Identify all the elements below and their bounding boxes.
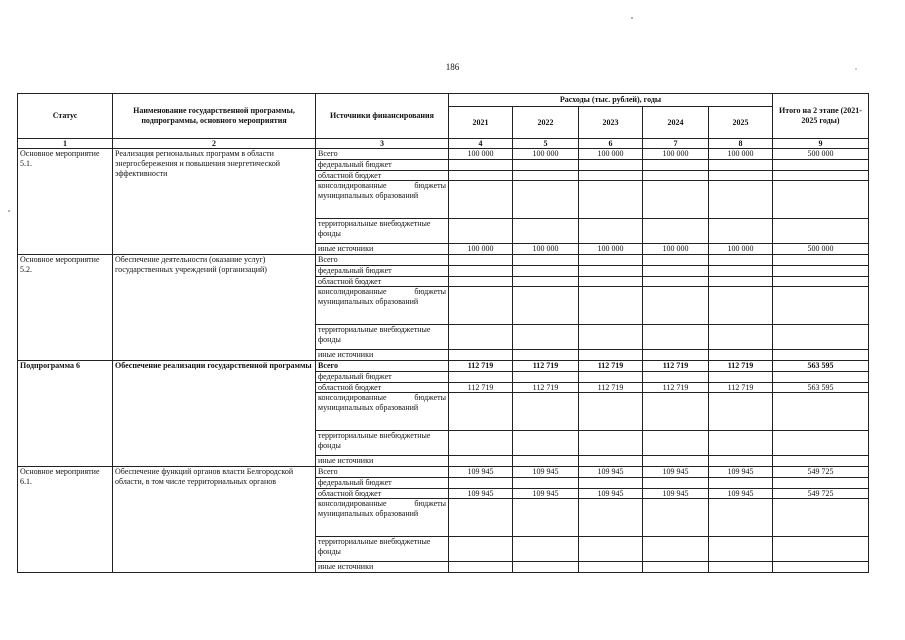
funding-source: иные источники <box>316 244 449 255</box>
year-value <box>513 393 579 431</box>
row-status: Основное мероприятие 5.2. <box>18 255 113 361</box>
year-value <box>643 477 709 488</box>
year-value <box>513 255 579 266</box>
year-value <box>513 350 579 361</box>
year-value <box>709 537 773 562</box>
year-value <box>643 181 709 219</box>
year-value <box>449 181 513 219</box>
year-value <box>709 255 773 266</box>
year-value <box>579 170 643 181</box>
year-value: 112 719 <box>449 361 513 372</box>
year-value <box>513 159 579 170</box>
year-value: 100 000 <box>579 244 643 255</box>
funding-source: Всего <box>316 255 449 266</box>
year-value <box>709 159 773 170</box>
budget-table <box>17 93 869 573</box>
funding-source: федеральный бюджет <box>316 159 449 170</box>
header-year: 2022 <box>513 107 579 139</box>
column-number: 1 <box>18 139 113 149</box>
year-value <box>513 219 579 244</box>
total-value: 500 000 <box>773 244 869 255</box>
row-status: Подпрограмма 6 <box>18 361 113 467</box>
total-value <box>773 265 869 276</box>
year-value <box>449 276 513 287</box>
header-year: 2023 <box>579 107 643 139</box>
total-value <box>773 477 869 488</box>
year-value <box>643 371 709 382</box>
header-year: 2021 <box>449 107 513 139</box>
header-expenses: Расходы (тыс. рублей), годы <box>449 94 773 107</box>
year-value <box>513 562 579 573</box>
year-value <box>449 170 513 181</box>
year-value <box>513 265 579 276</box>
year-value <box>449 371 513 382</box>
funding-source: областной бюджет <box>316 170 449 181</box>
year-value <box>579 350 643 361</box>
total-value: 500 000 <box>773 149 869 160</box>
year-value <box>449 159 513 170</box>
total-value <box>773 537 869 562</box>
year-value: 112 719 <box>643 361 709 372</box>
header-total: Итого на 2 этапе (2021-2025 годы) <box>773 94 869 139</box>
funding-source: иные источники <box>316 350 449 361</box>
funding-source: консолидированные бюджеты муниципальных образований <box>316 393 449 431</box>
total-value: 563 595 <box>773 361 869 372</box>
year-value <box>709 393 773 431</box>
year-value <box>709 219 773 244</box>
year-value <box>643 170 709 181</box>
scan-speck <box>8 210 10 212</box>
column-number: 3 <box>316 139 449 149</box>
year-value <box>449 499 513 537</box>
total-value <box>773 431 869 456</box>
year-value <box>513 477 579 488</box>
year-value: 112 719 <box>643 382 709 393</box>
year-value: 112 719 <box>579 382 643 393</box>
year-value: 109 945 <box>709 488 773 499</box>
year-value: 100 000 <box>709 149 773 160</box>
year-value: 112 719 <box>513 382 579 393</box>
total-value <box>773 393 869 431</box>
row-name: Обеспечение функций органов власти Белгородской области, в том числе территориальных органов <box>113 467 316 573</box>
total-value <box>773 170 869 181</box>
column-number: 5 <box>513 139 579 149</box>
column-number: 8 <box>709 139 773 149</box>
year-value: 109 945 <box>643 488 709 499</box>
year-value <box>643 350 709 361</box>
year-value <box>449 393 513 431</box>
column-number: 4 <box>449 139 513 149</box>
funding-source: территориальные внебюджетные фонды <box>316 325 449 350</box>
total-value <box>773 276 869 287</box>
column-number: 7 <box>643 139 709 149</box>
year-value <box>643 255 709 266</box>
funding-source: иные источники <box>316 562 449 573</box>
funding-source: федеральный бюджет <box>316 265 449 276</box>
year-value: 109 945 <box>513 467 579 478</box>
year-value <box>643 456 709 467</box>
funding-source: консолидированные бюджеты муниципальных образований <box>316 499 449 537</box>
funding-source: территориальные внебюджетные фонды <box>316 219 449 244</box>
year-value <box>579 537 643 562</box>
header-status: Статус <box>18 94 113 139</box>
year-value: 109 945 <box>643 467 709 478</box>
year-value <box>643 562 709 573</box>
row-status: Основное мероприятие 5.1. <box>18 149 113 255</box>
total-value <box>773 350 869 361</box>
funding-source: областной бюджет <box>316 382 449 393</box>
funding-source: консолидированные бюджеты муниципальных образований <box>316 287 449 325</box>
year-value <box>449 537 513 562</box>
funding-source: территориальные внебюджетные фонды <box>316 537 449 562</box>
year-value <box>579 371 643 382</box>
year-value <box>643 159 709 170</box>
year-value <box>449 562 513 573</box>
table-row <box>18 149 869 160</box>
table-row <box>18 255 869 266</box>
year-value <box>579 456 643 467</box>
row-name: Обеспечение деятельности (оказание услуг) государственных учреждений (организаций) <box>113 255 316 361</box>
year-value <box>709 562 773 573</box>
column-number-row <box>18 139 869 149</box>
total-value <box>773 456 869 467</box>
funding-source: областной бюджет <box>316 488 449 499</box>
year-value <box>579 393 643 431</box>
column-number: 6 <box>579 139 643 149</box>
row-status: Основное мероприятие 6.1. <box>18 467 113 573</box>
year-value <box>513 325 579 350</box>
year-value <box>579 562 643 573</box>
year-value <box>643 276 709 287</box>
header-year: 2024 <box>643 107 709 139</box>
year-value <box>709 265 773 276</box>
year-value <box>513 371 579 382</box>
year-value: 109 945 <box>449 488 513 499</box>
year-value <box>449 456 513 467</box>
total-value: 549 725 <box>773 488 869 499</box>
year-value <box>579 431 643 456</box>
total-value <box>773 255 869 266</box>
year-value <box>643 431 709 456</box>
year-value <box>643 393 709 431</box>
funding-source: федеральный бюджет <box>316 477 449 488</box>
year-value: 100 000 <box>449 149 513 160</box>
total-value <box>773 325 869 350</box>
row-name: Обеспечение реализации государственной программы <box>113 361 316 467</box>
year-value: 112 719 <box>579 361 643 372</box>
year-value: 109 945 <box>579 488 643 499</box>
year-value <box>449 431 513 456</box>
header-year: 2025 <box>709 107 773 139</box>
total-value: 549 725 <box>773 467 869 478</box>
funding-source: Всего <box>316 467 449 478</box>
year-value <box>513 276 579 287</box>
year-value: 112 719 <box>709 382 773 393</box>
year-value: 100 000 <box>709 244 773 255</box>
header-name: Наименование государственной программы, подпрограммы, основного мероприятия <box>113 94 316 139</box>
year-value <box>709 276 773 287</box>
year-value <box>449 287 513 325</box>
total-value <box>773 371 869 382</box>
table-row <box>18 467 869 478</box>
year-value <box>513 431 579 456</box>
year-value: 109 945 <box>449 467 513 478</box>
funding-source: Всего <box>316 149 449 160</box>
year-value <box>579 287 643 325</box>
year-value <box>643 219 709 244</box>
total-value <box>773 499 869 537</box>
column-number: 2 <box>113 139 316 149</box>
total-value <box>773 159 869 170</box>
year-value <box>709 325 773 350</box>
funding-source: Всего <box>316 361 449 372</box>
table-body <box>18 139 869 573</box>
year-value <box>709 170 773 181</box>
funding-source: территориальные внебюджетные фонды <box>316 431 449 456</box>
year-value <box>513 499 579 537</box>
year-value <box>709 181 773 219</box>
year-value <box>513 181 579 219</box>
year-value: 100 000 <box>449 244 513 255</box>
header-sources: Источники финансирования <box>316 94 449 139</box>
year-value <box>579 265 643 276</box>
year-value: 100 000 <box>643 244 709 255</box>
year-value <box>579 219 643 244</box>
row-name: Реализация региональных программ в области энергосбережения и повышения энергетической эффективности <box>113 149 316 255</box>
year-value <box>579 276 643 287</box>
year-value: 112 719 <box>449 382 513 393</box>
scan-speck <box>631 17 633 19</box>
page-number: 186 <box>445 62 460 72</box>
total-value <box>773 287 869 325</box>
year-value <box>579 499 643 537</box>
year-value <box>513 456 579 467</box>
year-value <box>579 477 643 488</box>
funding-source: федеральный бюджет <box>316 371 449 382</box>
year-value: 100 000 <box>579 149 643 160</box>
year-value <box>579 325 643 350</box>
total-value: 563 595 <box>773 382 869 393</box>
year-value <box>643 265 709 276</box>
year-value: 112 719 <box>709 361 773 372</box>
year-value <box>449 477 513 488</box>
year-value <box>709 350 773 361</box>
year-value: 109 945 <box>513 488 579 499</box>
year-value <box>709 456 773 467</box>
year-value <box>579 159 643 170</box>
year-value <box>449 265 513 276</box>
year-value <box>579 181 643 219</box>
year-value <box>449 219 513 244</box>
funding-source: областной бюджет <box>316 276 449 287</box>
year-value <box>513 170 579 181</box>
year-value <box>643 287 709 325</box>
year-value <box>643 325 709 350</box>
year-value <box>709 431 773 456</box>
year-value: 112 719 <box>513 361 579 372</box>
year-value <box>709 287 773 325</box>
year-value <box>643 499 709 537</box>
year-value <box>709 477 773 488</box>
column-number: 9 <box>773 139 869 149</box>
year-value <box>643 537 709 562</box>
year-value: 109 945 <box>709 467 773 478</box>
table-row <box>18 361 869 372</box>
year-value: 109 945 <box>579 467 643 478</box>
year-value <box>513 287 579 325</box>
year-value <box>709 371 773 382</box>
year-value <box>513 537 579 562</box>
year-value <box>449 325 513 350</box>
year-value <box>579 255 643 266</box>
total-value <box>773 562 869 573</box>
year-value: 100 000 <box>513 244 579 255</box>
year-value <box>449 350 513 361</box>
year-value: 100 000 <box>513 149 579 160</box>
year-value <box>449 255 513 266</box>
total-value <box>773 181 869 219</box>
funding-source: иные источники <box>316 456 449 467</box>
total-value <box>773 219 869 244</box>
funding-source: консолидированные бюджеты муниципальных образований <box>316 181 449 219</box>
year-value: 100 000 <box>643 149 709 160</box>
year-value <box>709 499 773 537</box>
